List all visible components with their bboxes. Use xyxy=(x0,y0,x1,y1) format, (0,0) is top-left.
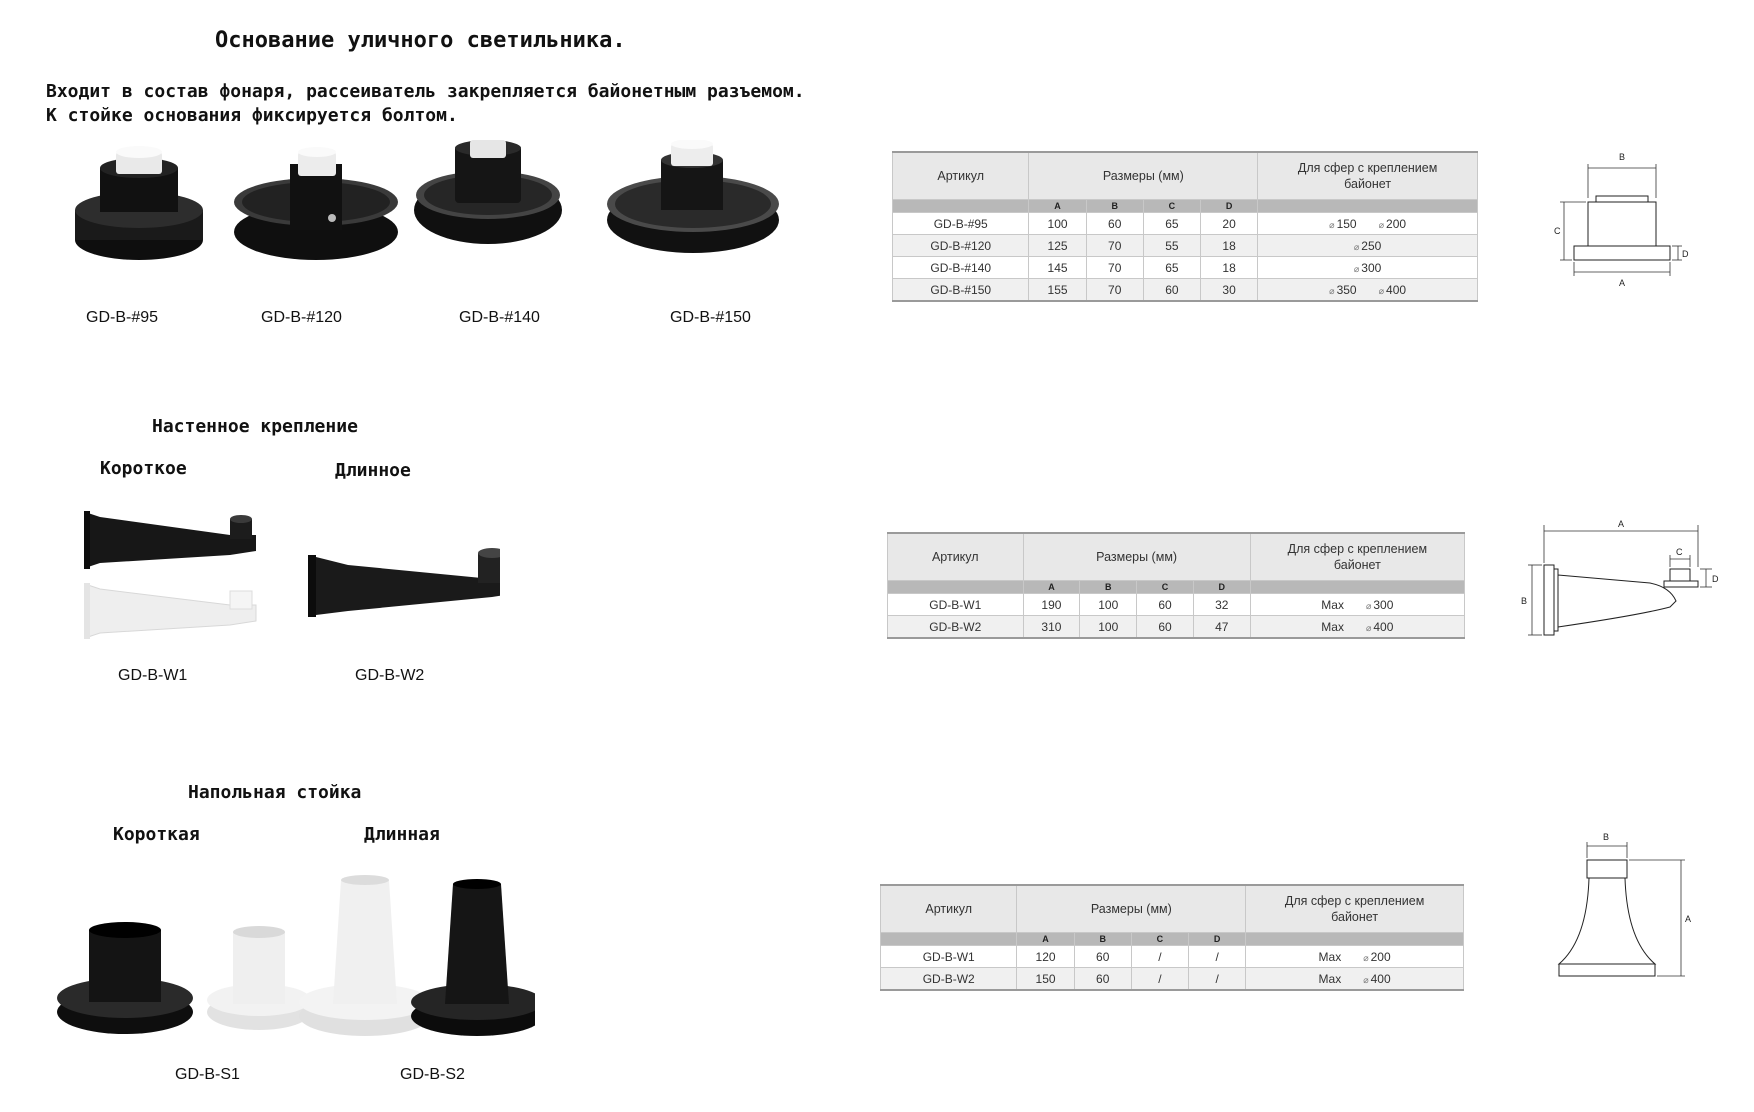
intro-line-1: Входит в состав фонаря, рассеиватель закрепляется байонетным разъемом. xyxy=(46,81,805,102)
diameter-icon: ⌀ xyxy=(1329,219,1335,230)
sub-header-blank xyxy=(893,200,1029,213)
floor-spec-table xyxy=(880,884,1464,991)
cell-c: 60 xyxy=(1137,594,1194,616)
dim-label-b: B xyxy=(1603,832,1610,842)
diameter-icon: ⌀ xyxy=(1363,952,1369,963)
cell-c: 55 xyxy=(1143,235,1200,257)
cell-spheres: ⌀ 250 xyxy=(1258,235,1478,257)
table-row xyxy=(888,594,1465,616)
table-row xyxy=(893,213,1478,235)
product-photo-gd-b-w1-white xyxy=(84,583,256,639)
cell-article: GD-B-W1 xyxy=(881,946,1017,968)
sub-b: B xyxy=(1080,581,1137,594)
cell-b: 60 xyxy=(1086,213,1143,235)
cell-article: GD-B-W1 xyxy=(888,594,1024,616)
dim-label-d: D xyxy=(1712,574,1719,584)
cell-c: / xyxy=(1131,946,1188,968)
caption-gd-b-140: GD-B-#140 xyxy=(459,309,540,326)
sub-b: B xyxy=(1074,933,1131,946)
product-photo-gd-b-140 xyxy=(414,140,562,244)
cell-b: 60 xyxy=(1074,968,1131,991)
cell-article: GD-B-W2 xyxy=(881,968,1017,991)
sub-c: C xyxy=(1137,581,1194,594)
caption-gd-b-120: GD-B-#120 xyxy=(261,309,342,326)
cell-spheres: ⌀ 300 xyxy=(1258,257,1478,279)
diameter-icon: ⌀ xyxy=(1353,241,1360,252)
cell-a: 125 xyxy=(1029,235,1086,257)
dim-label-a: A xyxy=(1618,519,1625,529)
caption-gd-b-s1: GD-B-S1 xyxy=(175,1066,240,1083)
cell-spheres: Max ⌀ 400 xyxy=(1250,616,1464,639)
product-photo-gd-b-s1-black xyxy=(57,922,193,1034)
product-photo-gd-b-w2 xyxy=(308,548,500,617)
dim-label-a: A xyxy=(1619,278,1626,288)
cell-c: 65 xyxy=(1143,213,1200,235)
cell-article: GD-B-#120 xyxy=(893,235,1029,257)
table-row xyxy=(893,279,1478,302)
col-article-header: Артикул xyxy=(881,885,1017,933)
bases-spec-table xyxy=(892,151,1478,302)
caption-gd-b-95: GD-B-#95 xyxy=(86,309,159,326)
cell-d: / xyxy=(1189,968,1246,991)
cell-b: 60 xyxy=(1074,946,1131,968)
caption-gd-b-w2: GD-B-W2 xyxy=(355,667,425,684)
cell-spheres: Max ⌀ 400 xyxy=(1246,968,1464,991)
cell-b: 70 xyxy=(1086,257,1143,279)
diameter-icon: ⌀ xyxy=(1363,974,1369,985)
dim-label-b: B xyxy=(1521,596,1528,606)
product-photo-gd-b-s1-white xyxy=(207,926,311,1030)
page-title: Основание уличного светильника. xyxy=(215,28,626,53)
cell-a: 155 xyxy=(1029,279,1086,302)
sub-header-blank xyxy=(1246,933,1464,946)
wall-photos xyxy=(80,505,500,645)
cell-d: / xyxy=(1189,946,1246,968)
cell-article: GD-B-W2 xyxy=(888,616,1024,639)
diameter-icon: ⌀ xyxy=(1378,219,1385,230)
diameter-icon: ⌀ xyxy=(1365,622,1372,633)
table-row xyxy=(888,616,1465,639)
table-row xyxy=(881,968,1464,991)
product-photo-gd-b-95 xyxy=(75,146,203,260)
col-sphere-header: Для сфер с креплением байонет xyxy=(1246,885,1464,933)
col-dims-header: Размеры (мм) xyxy=(1029,152,1258,200)
dim-label-c: C xyxy=(1554,226,1561,236)
cell-d: 47 xyxy=(1193,616,1250,639)
cell-b: 70 xyxy=(1086,279,1143,302)
dim-label-b: B xyxy=(1619,152,1626,162)
floor-long-label: Длинная xyxy=(364,824,440,845)
wall-spec-table xyxy=(887,532,1465,639)
table-row xyxy=(893,257,1478,279)
diameter-icon: ⌀ xyxy=(1353,263,1360,274)
col-dims-header: Размеры (мм) xyxy=(1017,885,1246,933)
wall-long-label: Длинное xyxy=(335,460,411,481)
col-sphere-header: Для сфер с креплением байонет xyxy=(1250,533,1464,581)
cell-spheres: Max ⌀ 200 xyxy=(1246,946,1464,968)
sub-d: D xyxy=(1201,200,1258,213)
sub-d: D xyxy=(1189,933,1246,946)
sub-header-blank xyxy=(881,933,1017,946)
sub-a: A xyxy=(1023,581,1080,594)
diameter-icon: ⌀ xyxy=(1365,600,1372,611)
product-photo-gd-b-150 xyxy=(607,140,779,253)
dim-label-c: C xyxy=(1676,547,1683,557)
floor-photos xyxy=(55,870,535,1040)
cell-a: 190 xyxy=(1023,594,1080,616)
cell-b: 70 xyxy=(1086,235,1143,257)
cell-c: 65 xyxy=(1143,257,1200,279)
intro-text xyxy=(46,80,805,128)
floor-short-label: Короткая xyxy=(113,824,200,845)
cell-a: 150 xyxy=(1017,968,1074,991)
col-article-header: Артикул xyxy=(893,152,1029,200)
col-article-header: Артикул xyxy=(888,533,1024,581)
product-photo-gd-b-120 xyxy=(234,147,398,260)
sub-c: C xyxy=(1143,200,1200,213)
wall-dimension-diagram xyxy=(1520,515,1740,645)
cell-a: 120 xyxy=(1017,946,1074,968)
sub-c: C xyxy=(1131,933,1188,946)
sub-d: D xyxy=(1193,581,1250,594)
cell-spheres: ⌀ 150 ⌀ 200 xyxy=(1258,213,1478,235)
bases-photos xyxy=(60,140,840,290)
cell-a: 100 xyxy=(1029,213,1086,235)
intro-line-2: К стойке основания фиксируется болтом. xyxy=(46,105,458,126)
sub-header-blank xyxy=(888,581,1024,594)
sub-a: A xyxy=(1029,200,1086,213)
cell-b: 100 xyxy=(1080,616,1137,639)
table-row xyxy=(881,946,1464,968)
product-photo-gd-b-s2-black xyxy=(411,879,535,1036)
sub-header-blank xyxy=(1258,200,1478,213)
caption-gd-b-s2: GD-B-S2 xyxy=(400,1066,465,1083)
table-row xyxy=(893,235,1478,257)
cell-c: / xyxy=(1131,968,1188,991)
diameter-icon: ⌀ xyxy=(1329,285,1335,296)
caption-gd-b-150: GD-B-#150 xyxy=(670,309,751,326)
floor-dimension-diagram xyxy=(1545,830,1705,990)
cell-c: 60 xyxy=(1143,279,1200,302)
dim-label-a: A xyxy=(1685,914,1692,924)
caption-gd-b-w1: GD-B-W1 xyxy=(118,667,188,684)
sub-a: A xyxy=(1017,933,1074,946)
sub-b: B xyxy=(1086,200,1143,213)
cell-d: 30 xyxy=(1201,279,1258,302)
cell-spheres: ⌀ 350 ⌀ 400 xyxy=(1258,279,1478,302)
diameter-icon: ⌀ xyxy=(1378,285,1385,296)
cell-a: 145 xyxy=(1029,257,1086,279)
col-dims-header: Размеры (мм) xyxy=(1023,533,1250,581)
base-dimension-diagram xyxy=(1550,148,1690,298)
cell-b: 100 xyxy=(1080,594,1137,616)
wall-heading: Настенное крепление xyxy=(152,416,358,437)
cell-a: 310 xyxy=(1023,616,1080,639)
cell-c: 60 xyxy=(1137,616,1194,639)
floor-heading: Напольная стойка xyxy=(188,782,362,803)
cell-article: GD-B-#95 xyxy=(893,213,1029,235)
cell-d: 18 xyxy=(1201,235,1258,257)
dim-label-d: D xyxy=(1682,249,1689,259)
cell-spheres: Max ⌀ 300 xyxy=(1250,594,1464,616)
product-photo-gd-b-s2-white xyxy=(299,875,431,1036)
product-photo-gd-b-w1-black xyxy=(84,511,256,569)
cell-d: 20 xyxy=(1201,213,1258,235)
wall-short-label: Короткое xyxy=(100,458,187,479)
sub-header-blank xyxy=(1250,581,1464,594)
col-sphere-header: Для сфер с креплением байонет xyxy=(1258,152,1478,200)
cell-article: GD-B-#150 xyxy=(893,279,1029,302)
cell-d: 32 xyxy=(1193,594,1250,616)
cell-d: 18 xyxy=(1201,257,1258,279)
cell-article: GD-B-#140 xyxy=(893,257,1029,279)
